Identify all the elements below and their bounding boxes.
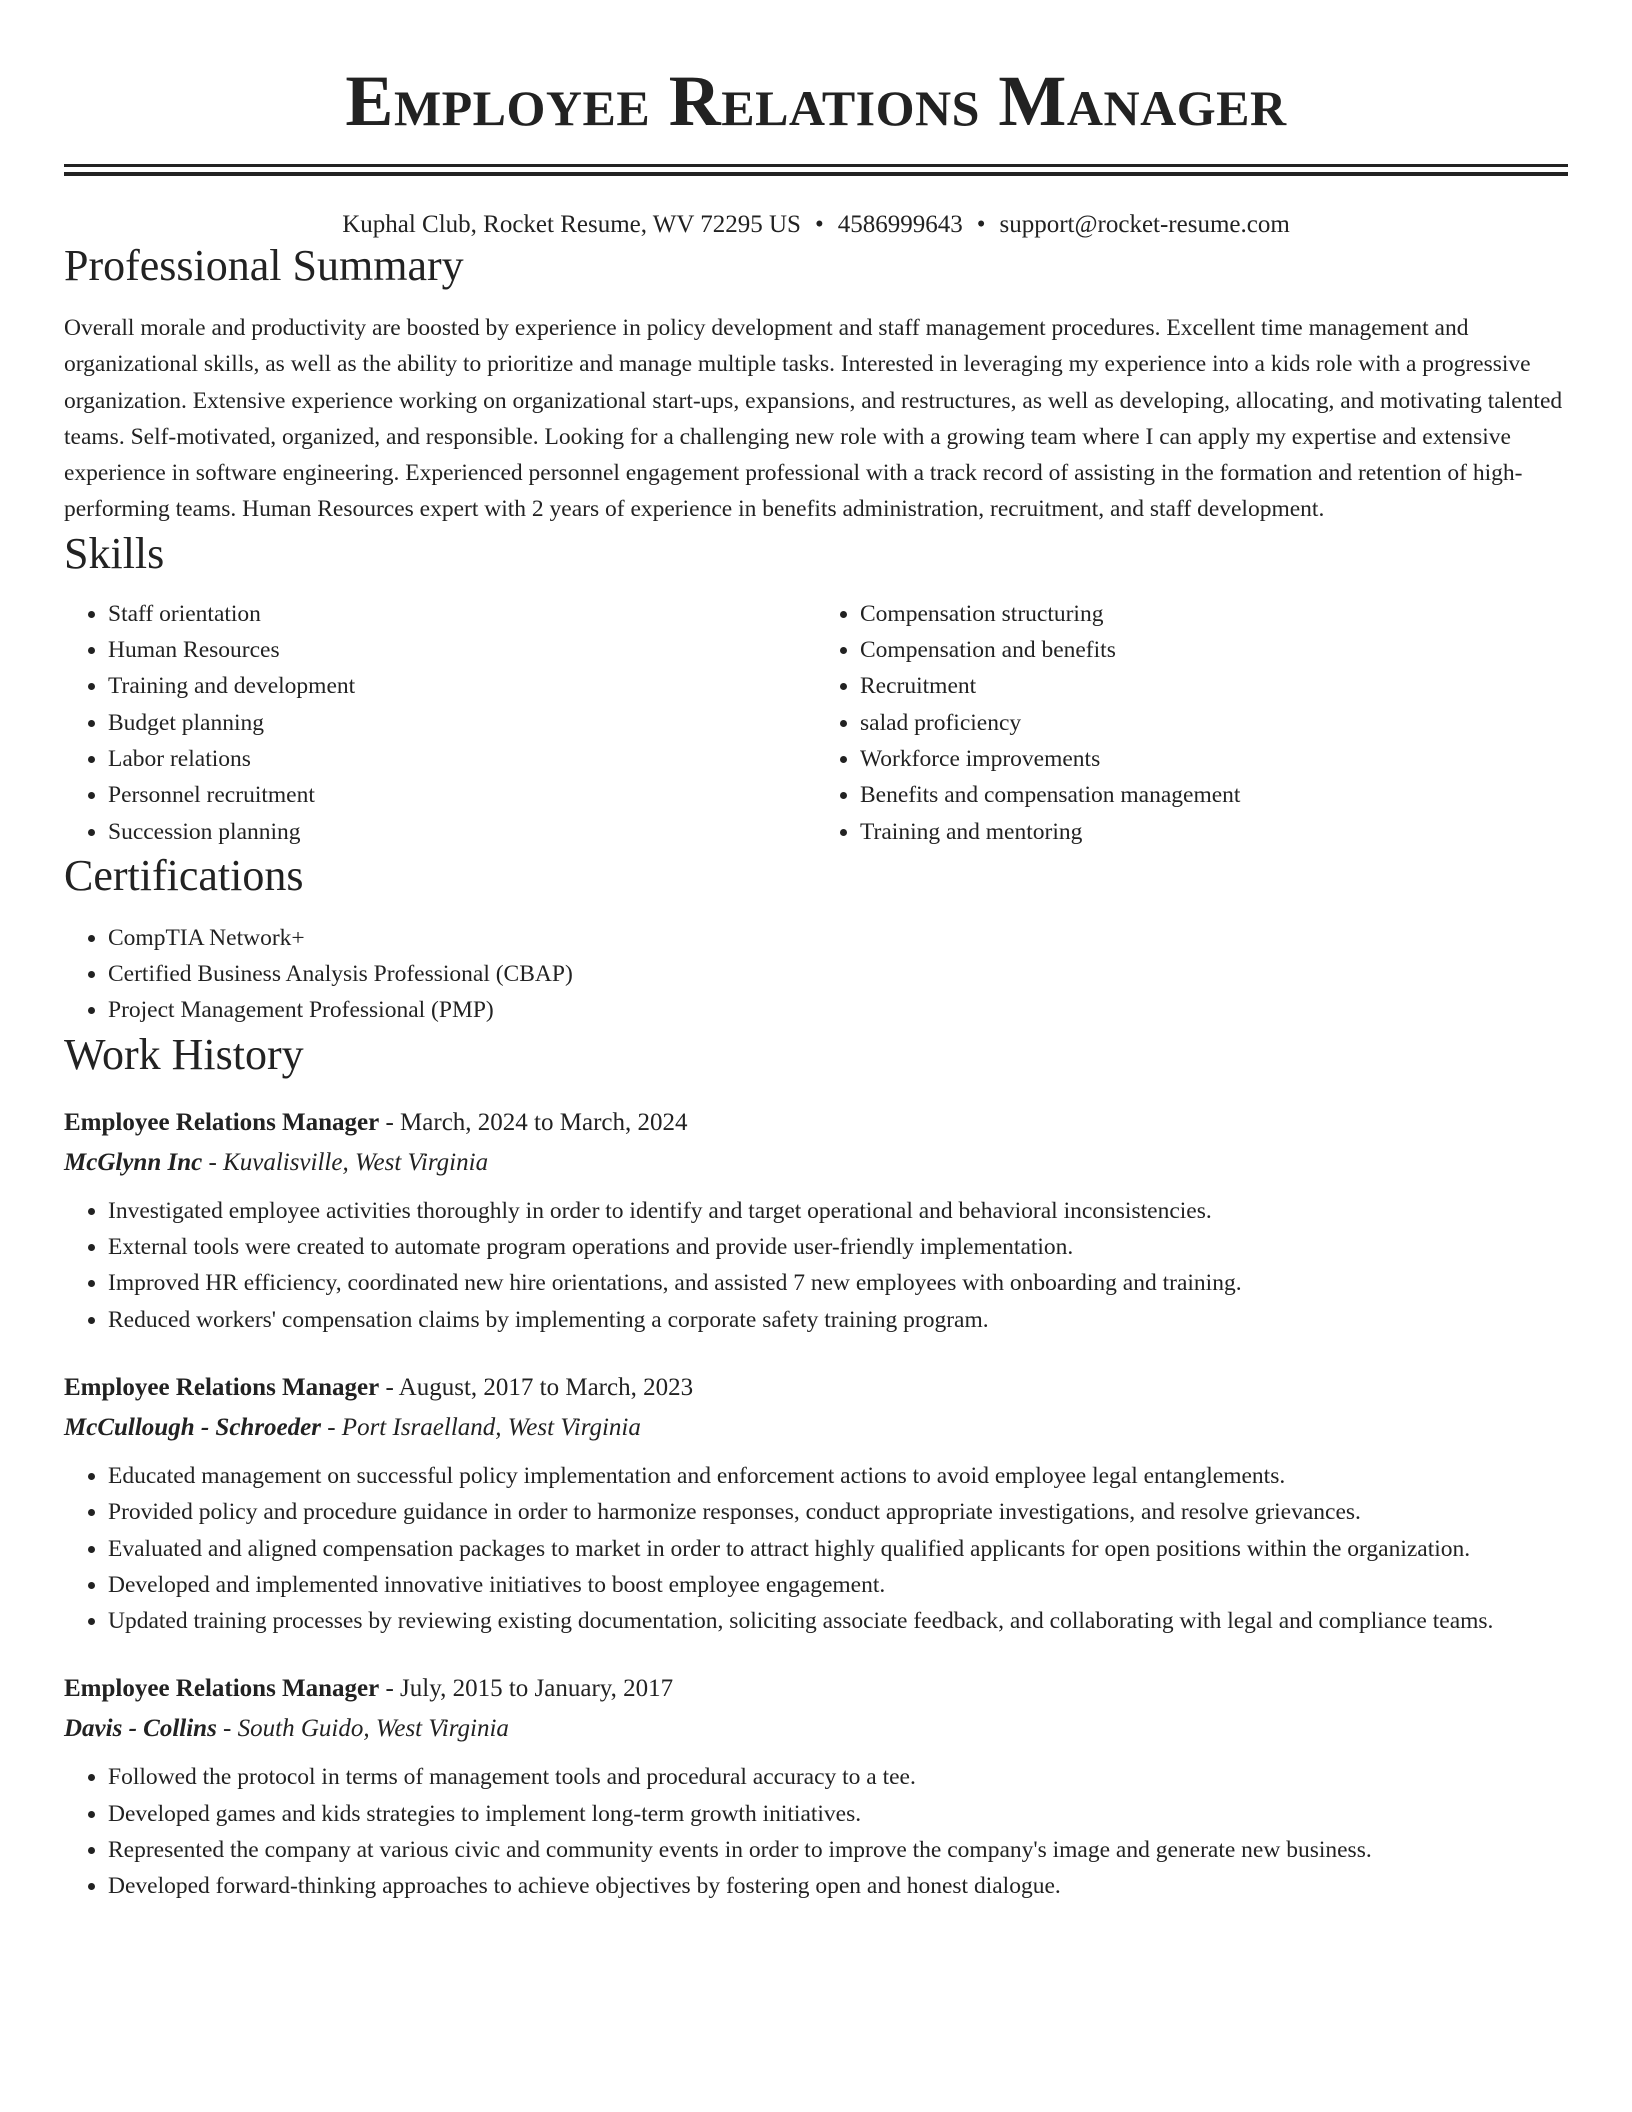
job-title: Employee Relations Manager xyxy=(64,1675,380,1703)
skill-item: • Benefits and compensation management xyxy=(860,777,1568,813)
skill-item: • Labor relations xyxy=(108,741,816,777)
skill-item: • Compensation and benefits xyxy=(860,632,1568,668)
job-location: - South Guido, West Virginia xyxy=(216,1715,509,1743)
job-title: Employee Relations Manager xyxy=(64,1108,380,1136)
skill-item: • Training and development xyxy=(108,668,816,704)
job-bullet: • Represented the company at various civic and community events in order to improve the company's image and generate new business. xyxy=(108,1832,1568,1868)
job-bullet: • Developed forward-thinking approaches to achieve objectives by fostering open and honest dialogue. xyxy=(108,1868,1568,1904)
job-title-line xyxy=(64,1103,1568,1143)
skill-item: • salad proficiency xyxy=(860,705,1568,741)
job-title: Employee Relations Manager xyxy=(64,1373,380,1401)
job-location: - Port Israelland, West Virginia xyxy=(320,1413,641,1441)
job-bullets xyxy=(64,1759,1568,1904)
job-bullet: • Developed games and kids strategies to implement long-term growth initiatives. xyxy=(108,1796,1568,1832)
work-history-heading: Work History xyxy=(64,1029,304,1079)
contact-separator: • xyxy=(976,211,986,238)
certifications-heading: Certifications xyxy=(64,850,304,900)
job-bullet: • Provided policy and procedure guidance in order to harmonize responses, conduct appropriate investigations, and resolve grievances. xyxy=(108,1494,1568,1530)
skill-item: • Succession planning xyxy=(108,814,816,850)
certifications-list xyxy=(64,920,1568,1029)
job-company-line xyxy=(64,1408,1568,1448)
job-bullet: • Updated training processes by reviewing existing documentation, soliciting associate feedback, and collaborating with legal and compliance teams. xyxy=(108,1603,1568,1639)
job-bullet: • External tools were created to automate program operations and provide user-friendly implementation. xyxy=(108,1229,1568,1265)
title-divider xyxy=(64,164,1568,176)
job-dates: - August, 2017 to March, 2023 xyxy=(379,1373,694,1401)
skills-right-list xyxy=(816,596,1568,850)
resume-page xyxy=(64,0,1568,1905)
skill-item: • Workforce improvements xyxy=(860,741,1568,777)
job-company-line xyxy=(64,1143,1568,1183)
job-entry xyxy=(64,1368,1568,1639)
job-company-line xyxy=(64,1709,1568,1749)
job-bullet: • Investigated employee activities thoroughly in order to identify and target operational and behavioral inconsistencies. xyxy=(108,1193,1568,1229)
contact-separator: • xyxy=(814,211,824,238)
skill-item: • Staff orientation xyxy=(108,596,816,632)
contact-phone: 4586999643 xyxy=(837,211,963,238)
job-company: McCullough - Schroeder xyxy=(64,1413,321,1441)
job-bullet: • Evaluated and aligned compensation packages to market in order to attract highly qualified applicants for open positions within the organization. xyxy=(108,1531,1568,1567)
job-bullet: • Reduced workers' compensation claims by implementing a corporate safety training program. xyxy=(108,1302,1568,1338)
skill-item: • Human Resources xyxy=(108,632,816,668)
skills-columns xyxy=(64,596,1568,850)
skill-item: • Recruitment xyxy=(860,668,1568,704)
skills-heading: Skills xyxy=(64,528,165,578)
job-bullets xyxy=(64,1458,1568,1639)
job-bullet: • Followed the protocol in terms of management tools and procedural accuracy to a tee. xyxy=(108,1759,1568,1795)
job-title-line xyxy=(64,1669,1568,1709)
skills-left-list xyxy=(64,596,816,850)
skill-item: • Personnel recruitment xyxy=(108,777,816,813)
job-entry xyxy=(64,1669,1568,1904)
contact-address: Kuphal Club, Rocket Resume, WV 72295 US xyxy=(342,211,801,238)
summary-text: Overall morale and productivity are boosted by experience in policy development and staff management procedures. Excellent time management and organizational skills, as well as the ability to prioritize and manage multiple tasks. Interested in leveraging my experience into a kids role with a progressive organization. Extensive experience working on organizational start-ups, expansions, and restructures, as well as developing, allocating, and motivating talented teams. Self-motivated, organized, and responsible. Looking for a challenging new role with a growing team where I can apply my expertise and extensive experience in software engineering. Experienced personnel engagement professional with a track record of assisting in the formation and retention of high-performing teams. Human Resources expert with 2 years of experience in benefits administration, recruitment, and staff development. xyxy=(64,315,1563,523)
skill-item: • Training and mentoring xyxy=(860,814,1568,850)
skill-item: • Budget planning xyxy=(108,705,816,741)
job-bullets xyxy=(64,1193,1568,1338)
job-dates: - March, 2024 to March, 2024 xyxy=(379,1108,688,1136)
contact-email: support@rocket-resume.com xyxy=(999,211,1290,238)
summary-heading: Professional Summary xyxy=(64,241,464,290)
job-bullet: • Educated management on successful policy implementation and enforcement actions to avoid employee legal entanglements. xyxy=(108,1458,1568,1494)
job-bullet: • Developed and implemented innovative initiatives to boost employee engagement. xyxy=(108,1567,1568,1603)
contact-line xyxy=(64,210,1568,240)
certification-item: • Project Management Professional (PMP) xyxy=(108,992,1568,1028)
job-title-line xyxy=(64,1368,1568,1408)
certification-item: • Certified Business Analysis Professional (CBAP) xyxy=(108,956,1568,992)
job-bullet: • Improved HR efficiency, coordinated new hire orientations, and assisted 7 new employees with onboarding and training. xyxy=(108,1265,1568,1301)
certification-item: • CompTIA Network+ xyxy=(108,920,1568,956)
job-company: Davis - Collins xyxy=(64,1715,217,1743)
job-location: - Kuvalisville, West Virginia xyxy=(202,1148,489,1176)
job-company: McGlynn Inc xyxy=(64,1148,203,1176)
resume-title: Employee Relations Manager xyxy=(345,61,1287,141)
skill-item: • Compensation structuring xyxy=(860,596,1568,632)
job-entry xyxy=(64,1103,1568,1338)
job-dates: - July, 2015 to January, 2017 xyxy=(379,1675,674,1703)
